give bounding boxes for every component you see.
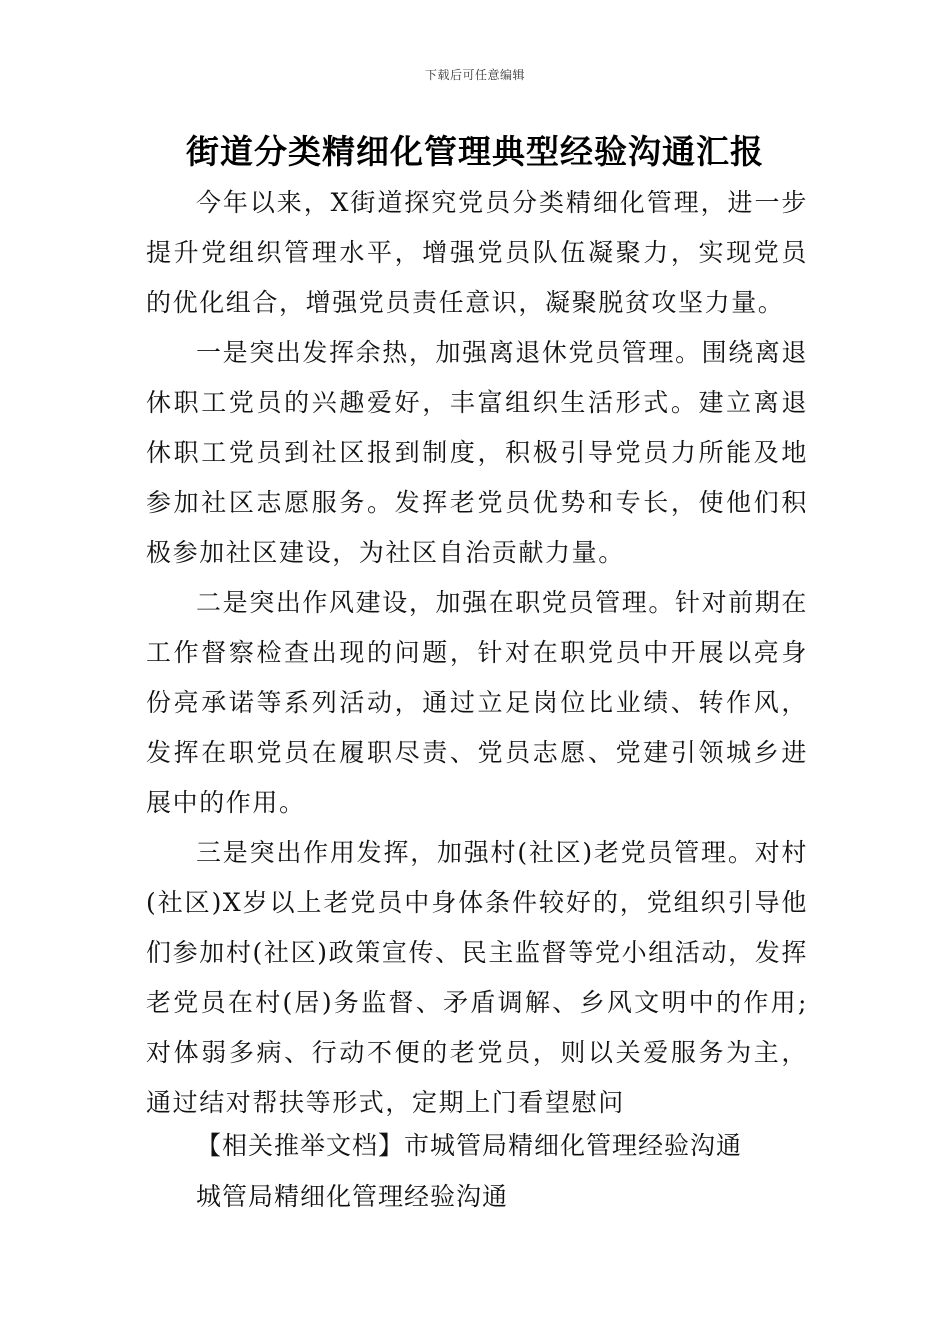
paragraph-working-members: 二是突出作风建设，加强在职党员管理。针对前期在工作督察检查出现的问题，针对在职党员中开展以亮身份亮承诺等系列活动，通过立足岗位比业绩、转作风，发挥在职党员在履职尽责、党员志愿、党建引领城乡进展中的作用。 bbox=[146, 588, 808, 817]
header-note: 下载后可任意编辑 bbox=[424, 68, 525, 82]
paragraph-retired-members: 一是突出发挥余热，加强离退休党员管理。围绕离退休职工党员的兴趣爱好，丰富组织生活形式。建立离退休职工党员到社区报到制度，积极引导党员力所能及地参加社区志愿服务。发挥老党员优势和专长，使他们积极参加社区建设，为社区自治贡献力量。 bbox=[146, 338, 808, 567]
related-doc-title: 城管局精细化管理经验沟通 bbox=[196, 1182, 509, 1211]
document-title: 街道分类精细化管理典型经验沟通汇报 bbox=[186, 132, 764, 171]
related-doc-heading[interactable]: 【相关推举文档】市城管局精细化管理经验沟通 bbox=[196, 1131, 743, 1160]
paragraph-elder-members: 三是突出作用发挥，加强村(社区)老党员管理。对村(社区)X岁以上老党员中身体条件较好的，党组织引导他们参加村(社区)政策宣传、民主监督等党小组活动，发挥老党员在村(居)务监督、矛盾调解、乡风文明中的作用;对体弱多病、行动不便的老党员，则以关爱服务为主，通过结对帮扶等形式，定期上门看望慰问 bbox=[146, 838, 808, 1117]
document-body bbox=[146, 178, 808, 1128]
paragraph-intro: 今年以来，X街道探究党员分类精细化管理，进一步提升党组织管理水平，增强党员队伍凝聚力，实现党员的优化组合，增强党员责任意识，凝聚脱贫攻坚力量。 bbox=[146, 188, 808, 317]
